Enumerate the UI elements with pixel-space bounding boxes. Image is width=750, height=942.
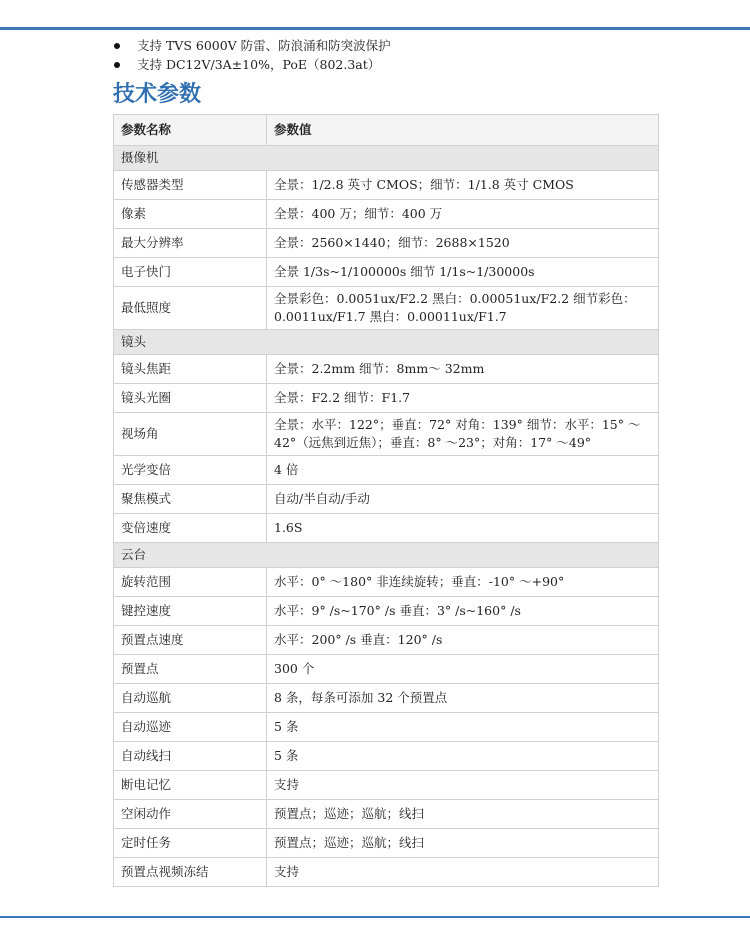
table-header-row xyxy=(114,115,659,146)
group-title: 云台 xyxy=(114,543,659,568)
param-name: 镜头光圈 xyxy=(114,384,267,413)
param-value: 支持 xyxy=(267,858,659,887)
param-name: 视场角 xyxy=(114,413,267,456)
param-value: 4 倍 xyxy=(267,456,659,485)
param-name: 最大分辨率 xyxy=(114,229,267,258)
table-row xyxy=(114,713,659,742)
param-value: 全景：400 万；细节：400 万 xyxy=(267,200,659,229)
param-name: 旋转范围 xyxy=(114,568,267,597)
feature-text: 支持 DC12V/3A±10%，PoE（802.3at） xyxy=(137,57,381,72)
param-value: 全景：F2.2 细节：F1.7 xyxy=(267,384,659,413)
section-title: 技术参数 xyxy=(113,82,202,107)
param-value: 全景：水平：122°；垂直：72° 对角：139° 细节：水平：15° ～42°（远焦到近焦）；垂直：8° ～23°；对角：17° ～49° xyxy=(267,413,659,456)
table-row xyxy=(114,258,659,287)
group-row xyxy=(114,543,659,568)
param-value: 1.6S xyxy=(267,514,659,543)
table-row xyxy=(114,171,659,200)
bullet-icon xyxy=(114,43,120,49)
param-name: 像素 xyxy=(114,200,267,229)
table-row xyxy=(114,413,659,456)
footer-rule xyxy=(0,916,750,918)
param-value: 8 条，每条可添加 32 个预置点 xyxy=(267,684,659,713)
header-value: 参数值 xyxy=(267,115,659,146)
param-value: 全景彩色：0.0051ux/F2.2 黑白：0.00051ux/F2.2 细节彩色：0.0011ux/F1.7 黑白：0.00011ux/F1.7 xyxy=(267,287,659,330)
param-value: 5 条 xyxy=(267,742,659,771)
param-value: 全景 1/3s~1/100000s 细节 1/1s~1/30000s xyxy=(267,258,659,287)
group-row xyxy=(114,146,659,171)
param-name: 预置点视频冻结 xyxy=(114,858,267,887)
table-row xyxy=(114,229,659,258)
param-value: 支持 xyxy=(267,771,659,800)
param-name: 预置点 xyxy=(114,655,267,684)
group-title: 摄像机 xyxy=(114,146,659,171)
param-name: 预置点速度 xyxy=(114,626,267,655)
bullet-icon xyxy=(114,62,120,68)
param-name: 键控速度 xyxy=(114,597,267,626)
table-row xyxy=(114,485,659,514)
table-row xyxy=(114,456,659,485)
param-name: 断电记忆 xyxy=(114,771,267,800)
param-value: 预置点；巡迹；巡航；线扫 xyxy=(267,800,659,829)
param-name: 光学变倍 xyxy=(114,456,267,485)
param-name: 自动线扫 xyxy=(114,742,267,771)
param-name: 传感器类型 xyxy=(114,171,267,200)
param-name: 空闲动作 xyxy=(114,800,267,829)
param-value: 水平：9° /s~170° /s 垂直：3° /s~160° /s xyxy=(267,597,659,626)
table-row xyxy=(114,597,659,626)
param-name: 聚焦模式 xyxy=(114,485,267,514)
table-row xyxy=(114,355,659,384)
group-row xyxy=(114,330,659,355)
table-row xyxy=(114,829,659,858)
table-row xyxy=(114,200,659,229)
header-rule xyxy=(0,27,750,30)
param-value: 预置点；巡迹；巡航；线扫 xyxy=(267,829,659,858)
param-name: 自动巡航 xyxy=(114,684,267,713)
table-row xyxy=(114,742,659,771)
table-row xyxy=(114,568,659,597)
spec-table xyxy=(113,114,659,887)
param-name: 自动巡迹 xyxy=(114,713,267,742)
param-value: 自动/半自动/手动 xyxy=(267,485,659,514)
param-value: 全景：1/2.8 英寸 CMOS；细节：1/1.8 英寸 CMOS xyxy=(267,171,659,200)
header-name: 参数名称 xyxy=(114,115,267,146)
param-value: 全景：2.2mm 细节：8mm～ 32mm xyxy=(267,355,659,384)
group-title: 镜头 xyxy=(114,330,659,355)
table-row xyxy=(114,626,659,655)
param-value: 300 个 xyxy=(267,655,659,684)
param-value: 全景：2560×1440；细节：2688×1520 xyxy=(267,229,659,258)
param-name: 变倍速度 xyxy=(114,514,267,543)
table-row xyxy=(114,858,659,887)
param-name: 定时任务 xyxy=(114,829,267,858)
feature-list xyxy=(114,36,391,74)
param-name: 镜头焦距 xyxy=(114,355,267,384)
table-row xyxy=(114,771,659,800)
param-name: 最低照度 xyxy=(114,287,267,330)
feature-item xyxy=(114,55,391,74)
table-row xyxy=(114,514,659,543)
table-row xyxy=(114,684,659,713)
table-row xyxy=(114,384,659,413)
param-value: 水平：0° ～180° 非连续旋转；垂直：-10° ～+90° xyxy=(267,568,659,597)
feature-item xyxy=(114,36,391,55)
param-name: 电子快门 xyxy=(114,258,267,287)
table-row xyxy=(114,287,659,330)
param-value: 水平：200° /s 垂直：120° /s xyxy=(267,626,659,655)
param-value: 5 条 xyxy=(267,713,659,742)
table-row xyxy=(114,655,659,684)
table-row xyxy=(114,800,659,829)
feature-text: 支持 TVS 6000V 防雷、防浪涌和防突波保护 xyxy=(137,38,391,53)
